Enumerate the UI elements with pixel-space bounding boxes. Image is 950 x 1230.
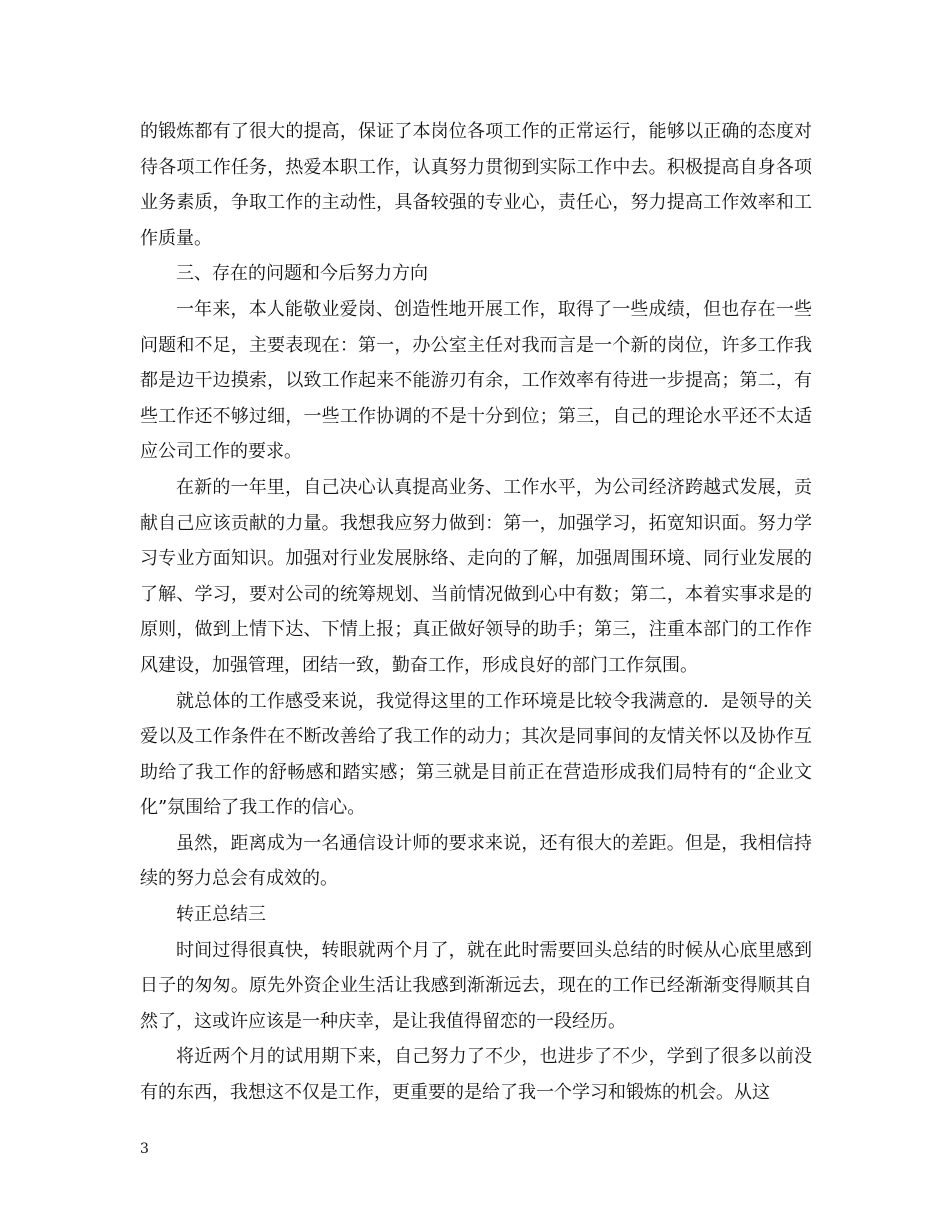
paragraph-problems: 一年来，本人能敬业爱岗、创造性地开展工作，取得了一些成绩，但也存在一些问题和不足，主要表现在：第一，办公室主任对我而言是一个新的岗位，许多工作我都是边干边摸索，以致工作起来不能游刃有余，工作效率有待进一步提高；第二，有些工作还不够过细，一些工作协调的不是十分到位；第三，自己的理论水平还不太适应公司工作的要求。	[140, 298, 812, 463]
paragraph-work-feeling: 就总体的工作感受来说，我觉得这里的工作环境是比较令我满意的．是领导的关爱以及工作条件在不断改善给了我工作的动力；其次是同事间的友情关怀以及协作互助给了我工作的舒畅感和踏实感；第三就是目前正在营造形成我们局特有的“企业文化”氛围给了我工作的信心。	[140, 690, 812, 819]
section-heading-problems: 三、存在的问题和今后努力方向	[176, 263, 428, 285]
section-heading-summary-three: 转正总结三	[176, 904, 266, 926]
page-number: 3	[140, 1141, 149, 1157]
paragraph-time: 时间过得很真快，转眼就两个月了，就在此时需要回头总结的时候从心底里感到日子的匆匆。原先外资企业生活让我感到渐渐远去，现在的工作已经渐渐变得顺其自然了，这或许应该是一种庆幸，是让我值得留恋的一段经历。	[140, 939, 812, 1032]
document-body	[140, 114, 812, 1111]
paragraph-continuation: 的锻炼都有了很大的提高，保证了本岗位各项工作的正常运行，能够以正确的态度对待各项工作任务，热爱本职工作，认真努力贯彻到实际工作中去。积极提高自身各项业务素质，争取工作的主动性，具备较强的专业心，责任心，努力提高工作效率和工作质量。	[140, 121, 812, 249]
paragraph-probation: 将近两个月的试用期下来，自己努力了不少，也进步了不少，学到了很多以前没有的东西，我想这不仅是工作，更重要的是给了我一个学习和锻炼的机会。从这	[140, 1046, 812, 1104]
paragraph-plans: 在新的一年里，自己决心认真提高业务、工作水平，为公司经济跨越式发展，贡献自己应该贡献的力量。我想我应努力做到：第一，加强学习，拓宽知识面。努力学习专业方面知识。加强对行业发展脉络、走向的了解，加强周围环境、同行业发展的了解、学习，要对公司的统筹规划、当前情况做到心中有数；第二，本着实事求是的原则，做到上情下达、下情上报；真正做好领导的助手；第三，注重本部门的工作作风建设，加强管理，团结一致，勤奋工作，形成良好的部门工作氛围。	[140, 476, 812, 676]
paragraph-goal: 虽然，距离成为一名通信设计师的要求来说，还有很大的差距。但是，我相信持续的努力总会有成效的。	[140, 832, 812, 890]
